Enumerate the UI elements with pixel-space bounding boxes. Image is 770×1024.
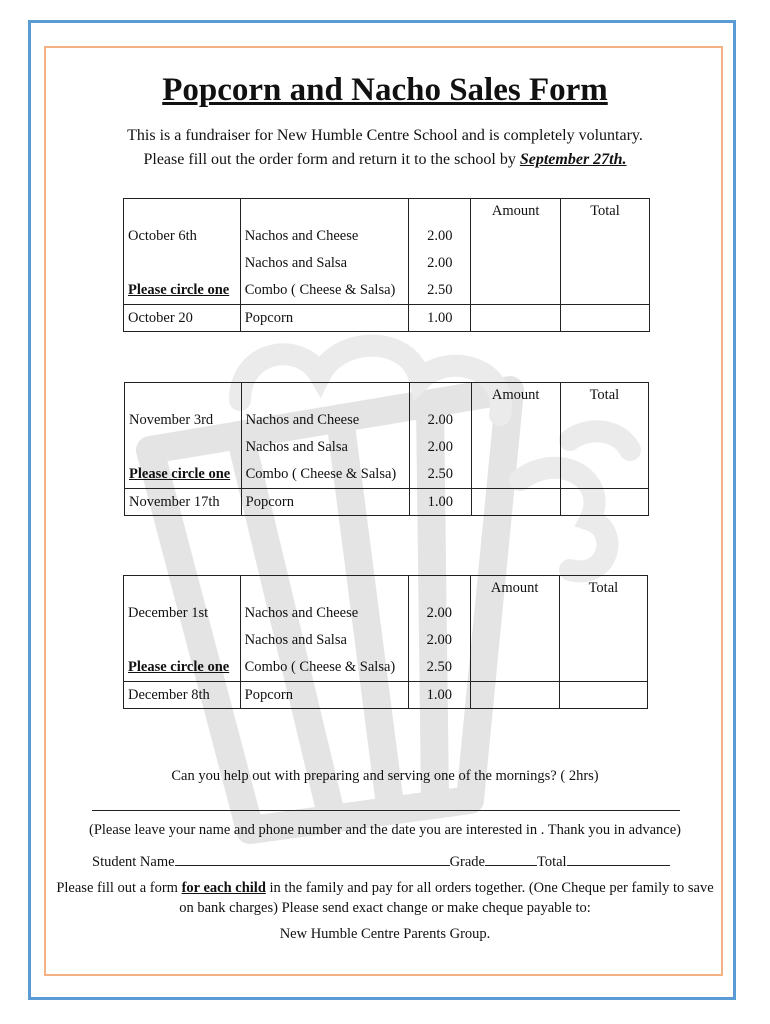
amount-header: Amount (491, 387, 540, 403)
price-nachos-salsa: 2.00 (427, 439, 454, 455)
price-cell (410, 383, 471, 489)
amount-input-popcorn[interactable] (471, 489, 560, 516)
intro-line-2-text: Please fill out the order form and return it to the school by (143, 151, 520, 168)
instructions-prefix: Please fill out a form (56, 880, 182, 896)
volunteer-note: (Please leave your name and phone number and the date you are interested in . Thank you in advance) (88, 822, 681, 838)
student-name-label: Student Name (92, 854, 175, 870)
price-nachos-salsa: 2.00 (427, 255, 453, 271)
item-combo: Combo ( Cheese & Salsa) (244, 282, 396, 298)
total-field[interactable] (567, 851, 670, 866)
grade-label: Grade (449, 854, 485, 870)
popcorn-date: October 20 (124, 305, 241, 332)
total-header: Total (589, 387, 620, 403)
price-nachos-cheese: 2.00 (427, 228, 453, 244)
amount-input-nachos[interactable] (470, 576, 559, 682)
amount-input-nachos[interactable] (471, 383, 560, 489)
item-nachos-salsa: Nachos and Salsa (245, 439, 348, 455)
nacho-date: December 1st (128, 605, 209, 621)
price-cell (409, 576, 470, 682)
payee-name: New Humble Centre Parents Group. (279, 926, 491, 942)
amount-input-popcorn[interactable] (470, 682, 559, 709)
item-cell (240, 576, 409, 682)
price-nachos-cheese: 2.00 (427, 412, 454, 428)
instructions-emphasis: for each child (181, 880, 266, 896)
intro-text (0, 124, 770, 172)
amount-input-nachos[interactable] (471, 199, 561, 305)
volunteer-question: Can you help out with preparing and serving one of the mornings? ( 2hrs) (171, 768, 599, 784)
price-nachos-salsa: 2.00 (426, 632, 453, 648)
item-cell (240, 199, 409, 305)
price-combo: 2.50 (427, 282, 453, 298)
circle-instruction: Please circle one (128, 282, 230, 298)
nacho-date: November 3rd (129, 412, 214, 428)
price-popcorn: 1.00 (409, 305, 471, 332)
total-input-nachos[interactable] (560, 199, 649, 305)
date-cell (125, 383, 242, 489)
intro-line-1: This is a fundraiser for New Humble Centre School and is completely voluntary. (127, 127, 643, 144)
total-input-popcorn[interactable] (560, 305, 649, 332)
page-title: Popcorn and Nacho Sales Form (162, 72, 608, 108)
student-name-field[interactable] (175, 851, 450, 866)
item-nachos-cheese: Nachos and Cheese (244, 228, 359, 244)
date-cell (124, 576, 241, 682)
date-cell (124, 199, 241, 305)
payment-instructions (50, 878, 720, 918)
price-combo: 2.50 (427, 466, 454, 482)
item-nachos-cheese: Nachos and Cheese (244, 605, 359, 621)
total-header: Total (588, 580, 619, 596)
item-popcorn: Popcorn (241, 489, 410, 516)
instructions-suffix: in the family and pay for all orders together. (One Cheque per family to save on bank charges) Please send exact change or make cheque payable to: (179, 880, 714, 916)
order-table-october (123, 198, 650, 332)
intro-line-2 (0, 148, 770, 172)
price-popcorn: 1.00 (410, 489, 471, 516)
amount-header: Amount (490, 580, 539, 596)
deadline-date: September 27th. (519, 151, 627, 168)
popcorn-date: November 17th (125, 489, 242, 516)
order-table-november (124, 382, 649, 516)
volunteer-answer-line[interactable] (92, 810, 680, 811)
total-header: Total (590, 203, 620, 219)
item-combo: Combo ( Cheese & Salsa) (245, 466, 397, 482)
nacho-date: October 6th (128, 228, 197, 244)
total-input-popcorn[interactable] (559, 682, 647, 709)
item-popcorn: Popcorn (240, 682, 409, 709)
price-nachos-cheese: 2.00 (426, 605, 453, 621)
amount-input-popcorn[interactable] (471, 305, 561, 332)
grade-field[interactable] (485, 851, 537, 866)
item-combo: Combo ( Cheese & Salsa) (244, 659, 396, 675)
popcorn-date: December 8th (124, 682, 241, 709)
item-nachos-cheese: Nachos and Cheese (245, 412, 360, 428)
price-combo: 2.50 (426, 659, 453, 675)
item-cell (241, 383, 410, 489)
price-cell (409, 199, 471, 305)
circle-instruction: Please circle one (129, 466, 231, 482)
total-input-nachos[interactable] (560, 383, 648, 489)
circle-instruction: Please circle one (128, 659, 230, 675)
item-nachos-salsa: Nachos and Salsa (244, 632, 347, 648)
price-popcorn: 1.00 (409, 682, 470, 709)
total-label: Total (536, 854, 567, 870)
item-popcorn: Popcorn (240, 305, 409, 332)
total-input-popcorn[interactable] (560, 489, 648, 516)
order-table-december (123, 575, 648, 709)
amount-header: Amount (491, 203, 540, 219)
total-input-nachos[interactable] (559, 576, 647, 682)
student-info-row (92, 851, 670, 871)
item-nachos-salsa: Nachos and Salsa (244, 255, 348, 271)
